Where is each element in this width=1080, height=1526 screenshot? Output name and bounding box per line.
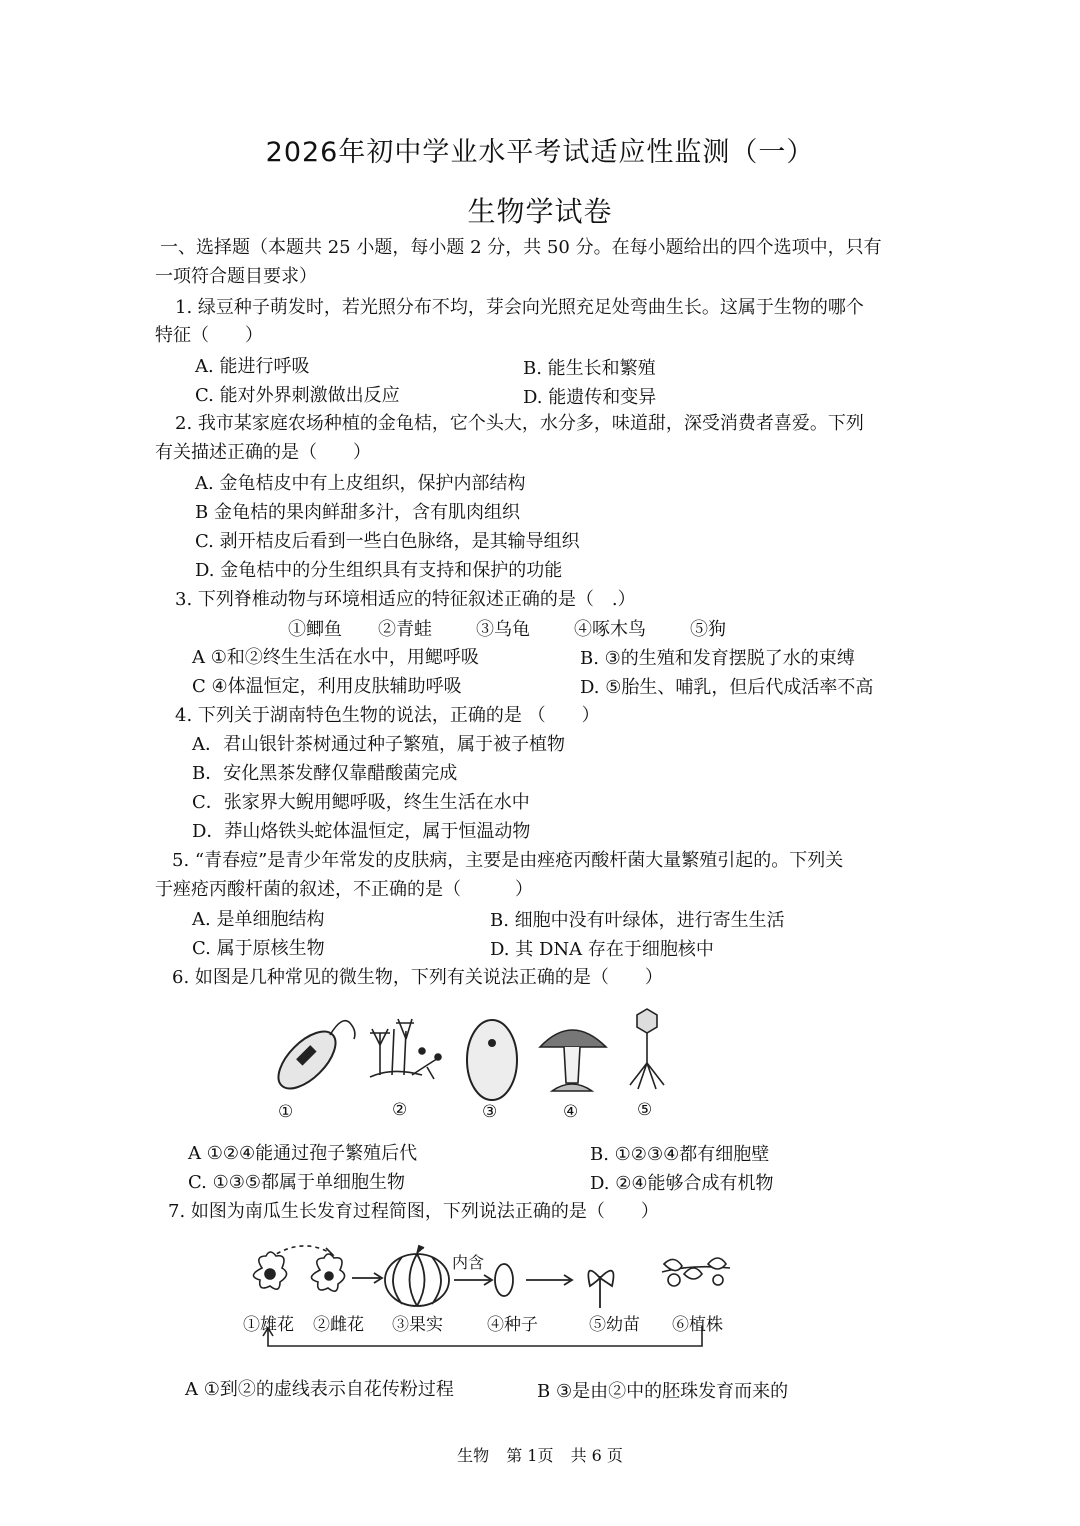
q3-animal-1: ①鲫鱼	[288, 619, 342, 640]
q7-label-male-flower: ①雄花	[243, 1315, 294, 1335]
q3-option-b: B. ③的生殖和发育摆脱了水的束缚	[580, 648, 855, 669]
q7-label-seed: ④种子	[487, 1315, 538, 1335]
q6-figure-label-2: ②	[392, 1100, 408, 1120]
q4-option-c: C．张家界大鲵用鳃呼吸，终生生活在水中	[192, 792, 530, 813]
page-footer	[0, 1443, 1080, 1466]
q6-option-d: D. ②④能够合成有机物	[590, 1173, 774, 1194]
yeast-illustration	[467, 1020, 517, 1100]
bacterium-illustration	[269, 1021, 355, 1098]
q3-stem: 3. 下列脊椎动物与环境相适应的特征叙述正确的是（ .）	[175, 589, 636, 610]
q4-option-a: A．君山银针茶树通过种子繁殖，属于被子植物	[192, 734, 565, 755]
q6-option-c: C. ①③⑤都属于单细胞生物	[188, 1172, 405, 1193]
q1-stem-line2: 特征（ ）	[155, 325, 263, 346]
q6-figure-label-3: ③	[482, 1102, 498, 1122]
q5-option-d: D. 其 DNA 存在于细胞核中	[490, 939, 714, 960]
q3-animal-2: ②青蛙	[378, 619, 432, 640]
q7-label-female-flower: ②雌花	[313, 1315, 364, 1335]
footer-subject: 生物	[457, 1446, 490, 1465]
q7-label-fruit: ③果实	[392, 1315, 443, 1335]
q7-stem: 7. 如图为南瓜生长发育过程简图，下列说法正确的是（ ）	[168, 1201, 659, 1222]
q7-arrow-label: 内含	[452, 1253, 485, 1272]
q6-figure-label-1: ①	[278, 1102, 294, 1122]
q1-stem-line1: 1. 绿豆种子萌发时，若光照分布不均，芽会向光照充足处弯曲生长。这属于生物的哪个	[175, 297, 864, 318]
female-flower-illustration	[311, 1254, 344, 1291]
pumpkin-lifecycle-figure	[232, 1238, 752, 1363]
q6-figure-label-5: ⑤	[637, 1100, 653, 1120]
bacteriophage-illustration	[630, 1009, 664, 1089]
pumpkin-illustration	[385, 1246, 449, 1306]
q7-label-plant: ⑥植株	[672, 1315, 723, 1335]
q3-animal-3: ③乌龟	[476, 619, 530, 640]
q6-option-b: B. ①②③④都有细胞壁	[590, 1144, 770, 1165]
q1-option-b: B. 能生长和繁殖	[523, 358, 656, 379]
q6-option-a: A ①②④能通过孢子繁殖后代	[188, 1143, 418, 1164]
exam-title: 2026年初中学业水平考试适应性监测（一）	[265, 137, 815, 168]
q5-option-b: B. 细胞中没有叶绿体，进行寄生生活	[490, 910, 785, 931]
q7-option-a: A ①到②的虚线表示自花传粉过程	[185, 1379, 454, 1400]
q7-label-seedling: ⑤幼苗	[589, 1315, 640, 1335]
q2-option-d: D. 金龟桔中的分生组织具有支持和保护的功能	[195, 560, 563, 581]
q5-option-a: A. 是单细胞结构	[192, 909, 325, 930]
section-instructions-line2: 一项符合题目要求）	[155, 266, 317, 287]
q2-option-c: C. 剥开桔皮后看到一些白色脉络，是其输导组织	[195, 531, 580, 552]
mushroom-illustration	[540, 1030, 606, 1091]
microorganism-figure	[262, 1005, 682, 1130]
exam-subtitle: 生物学试卷	[467, 195, 613, 228]
q2-option-b: B 金龟桔的果肉鲜甜多汁，含有肌肉组织	[195, 502, 520, 523]
q5-option-c: C. 属于原核生物	[192, 938, 325, 959]
q6-stem: 6. 如图是几种常见的微生物，下列有关说法正确的是（ ）	[172, 967, 663, 988]
q5-stem-line1: 5. “青春痘”是青少年常发的皮肤病，主要是由痤疮丙酸杆菌大量繁殖引起的。下列关	[172, 850, 844, 871]
q1-option-d: D. 能遗传和变异	[523, 387, 657, 408]
q3-option-c: C ④体温恒定，利用皮肤辅助呼吸	[192, 676, 462, 697]
q2-stem-line2: 有关描述正确的是（ ）	[155, 442, 371, 463]
q4-option-d: D．莽山烙铁头蛇体温恒定，属于恒温动物	[192, 821, 531, 842]
male-flower-illustration	[253, 1252, 286, 1289]
plant-illustration	[662, 1258, 730, 1286]
q3-animal-4: ④啄木鸟	[574, 619, 646, 640]
footer-page-number: 第 1页	[506, 1446, 554, 1465]
q3-animal-5: ⑤狗	[690, 619, 726, 640]
q2-stem-line1: 2. 我市某家庭农场种植的金龟桔，它个头大，水分多，味道甜，深受消费者喜爱。下列	[175, 413, 864, 434]
q1-option-a: A. 能进行呼吸	[195, 356, 310, 377]
q3-option-d: D. ⑤胎生、哺乳，但后代成活率不高	[580, 677, 874, 698]
q4-option-b: B．安化黑茶发酵仅靠醋酸菌完成	[192, 763, 458, 784]
q7-option-b: B ③是由②中的胚珠发育而来的	[537, 1381, 789, 1402]
q4-stem: 4. 下列关于湖南特色生物的说法，正确的是 （ ）	[175, 705, 600, 726]
q1-option-c: C. 能对外界刺激做出反应	[195, 385, 400, 406]
q3-option-a: A ①和②终生生活在水中，用鳃呼吸	[192, 647, 479, 668]
section-instructions-line1: 一、选择题（本题共 25 小题，每小题 2 分，共 50 分。在每小题给出的四个选项中，只有	[160, 237, 882, 258]
seed-illustration	[495, 1264, 513, 1296]
mold-illustration	[370, 1019, 441, 1079]
footer-total-pages: 共 6 页	[570, 1446, 623, 1465]
q5-stem-line2: 于痤疮丙酸杆菌的叙述，不正确的是（ ）	[155, 879, 533, 900]
q2-option-a: A. 金龟桔皮中有上皮组织，保护内部结构	[195, 473, 526, 494]
q6-figure-label-4: ④	[563, 1102, 579, 1122]
seedling-illustration	[588, 1271, 613, 1308]
